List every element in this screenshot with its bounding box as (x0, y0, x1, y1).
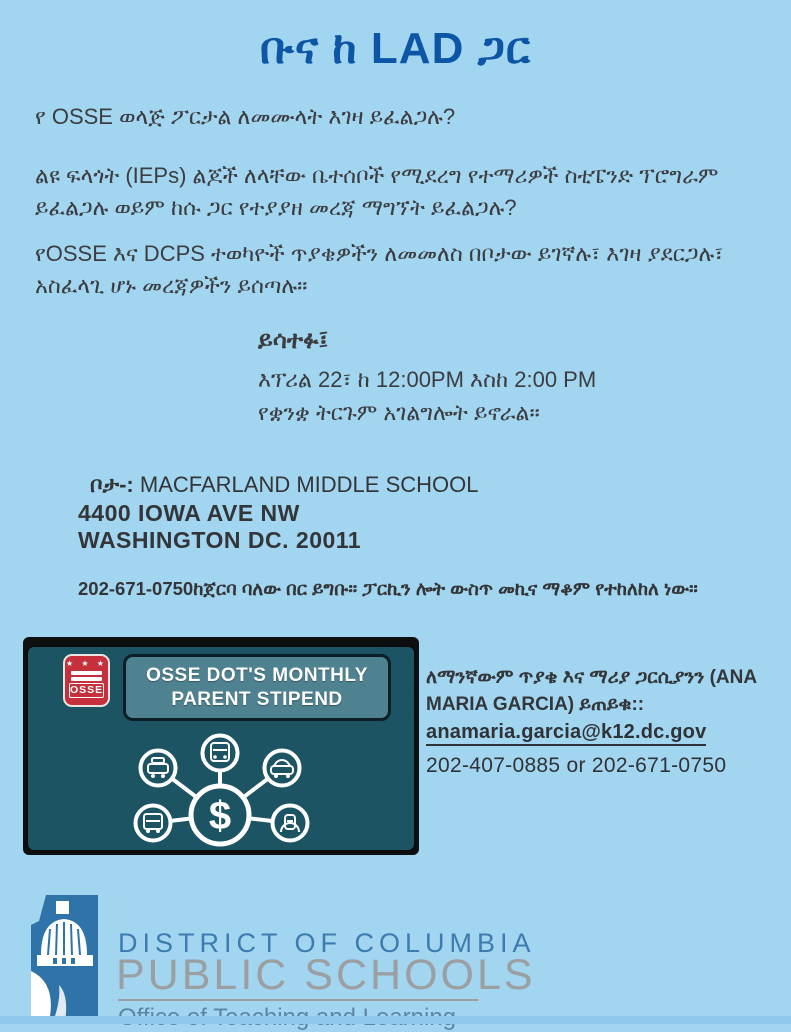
osse-logo-bar (71, 671, 102, 675)
bus-front-icon (203, 736, 238, 771)
dollar-hub-icon (191, 786, 249, 844)
capitol-dome-icon (31, 895, 98, 1022)
stipend-title-line1: OSSE DOT'S MONTHLY (146, 664, 368, 686)
intro-paragraph-2: ልዩ ፍላጎት (IEPs) ልጆች ለላቸው ቤተሰቦች የሚደረግ የተማሪዎች ስቲፔንድ ፕሮግራም ይፈልጋሉ ወይም ከሱ ጋር የተያያዘ መረጃ ማግኘት ይፈልጋሉ? (35, 163, 719, 220)
osse-logo (63, 654, 110, 707)
page-title: ቡና ከ LAD ጋር (259, 24, 532, 73)
contact-phone-numbers: 202-407-0885 or 202-671-0750 (426, 754, 727, 777)
entry-parking-note: 202-671-0750ከጀርባ ባለው በር ይግቡ። ፓርኪን ሎት ውስጥ መኪና ማቆም የተከለከለ ነው። (78, 578, 698, 599)
footer-public-schools: PUBLIC SCHOOLS (116, 951, 536, 999)
osse-logo-stars: ★ ★ ★ (66, 659, 107, 668)
stipend-title-line2: PARENT STIPEND (171, 688, 343, 710)
contact-ask-text: ለማንኛውም ጥያቄ እና ማሪያ ጋርሲያንን (ANA MARIA GARCIA) ይጠይቁ:: (426, 667, 757, 715)
event-heading: ይሳተፉ፤ (258, 327, 329, 354)
stipend-graphic (23, 637, 419, 855)
location-name: MACFARLAND MIDDLE SCHOOL (133, 472, 479, 497)
intro-paragraph-3: የOSSE እና DCPS ተወካዮች ጥያቄዎችን ለመመለስ በቦታው ይገኛሉ፣ እገዛ ያደርጋሉ፣ አስፈላጊ ሆኑ መረጃዎችን ይሰጣሉ። (35, 241, 724, 298)
location-address-street: 4400 IOWA AVE NW (78, 500, 300, 526)
footer-divider (118, 999, 478, 1001)
metro-icon (273, 806, 308, 841)
intro-paragraph-1: የ OSSE ወላጅ ፖርታል ለመሙላት እገዛ ይፈልጋሉ? (35, 104, 456, 129)
event-language-note: የቋንቋ ትርጉም አገልግሎት ይኖራል። (258, 400, 540, 425)
contact-block (426, 664, 784, 778)
bottom-edge-strip (0, 1016, 791, 1024)
stipend-title-panel (123, 654, 391, 721)
location-label: ቦታ-: (90, 472, 134, 497)
osse-logo-text: OSSE (70, 684, 104, 696)
bus-side-icon (136, 806, 171, 841)
contact-email-link[interactable]: anamaria.garcia@k12.dc.gov (426, 721, 706, 746)
event-details (258, 324, 728, 429)
car-icon (265, 751, 300, 786)
dollar-symbol: $ (208, 794, 232, 838)
footer-district-of-columbia: DISTRICT OF COLUMBIA (118, 928, 536, 958)
location-address-city: WASHINGTON DC. 20011 (78, 527, 362, 553)
taxi-icon (141, 751, 176, 786)
location-line (90, 472, 478, 498)
osse-logo-bar (71, 677, 102, 681)
event-datetime: እፕሪል 22፣ ከ 12:00PM እስከ 2:00 PM (258, 367, 597, 392)
